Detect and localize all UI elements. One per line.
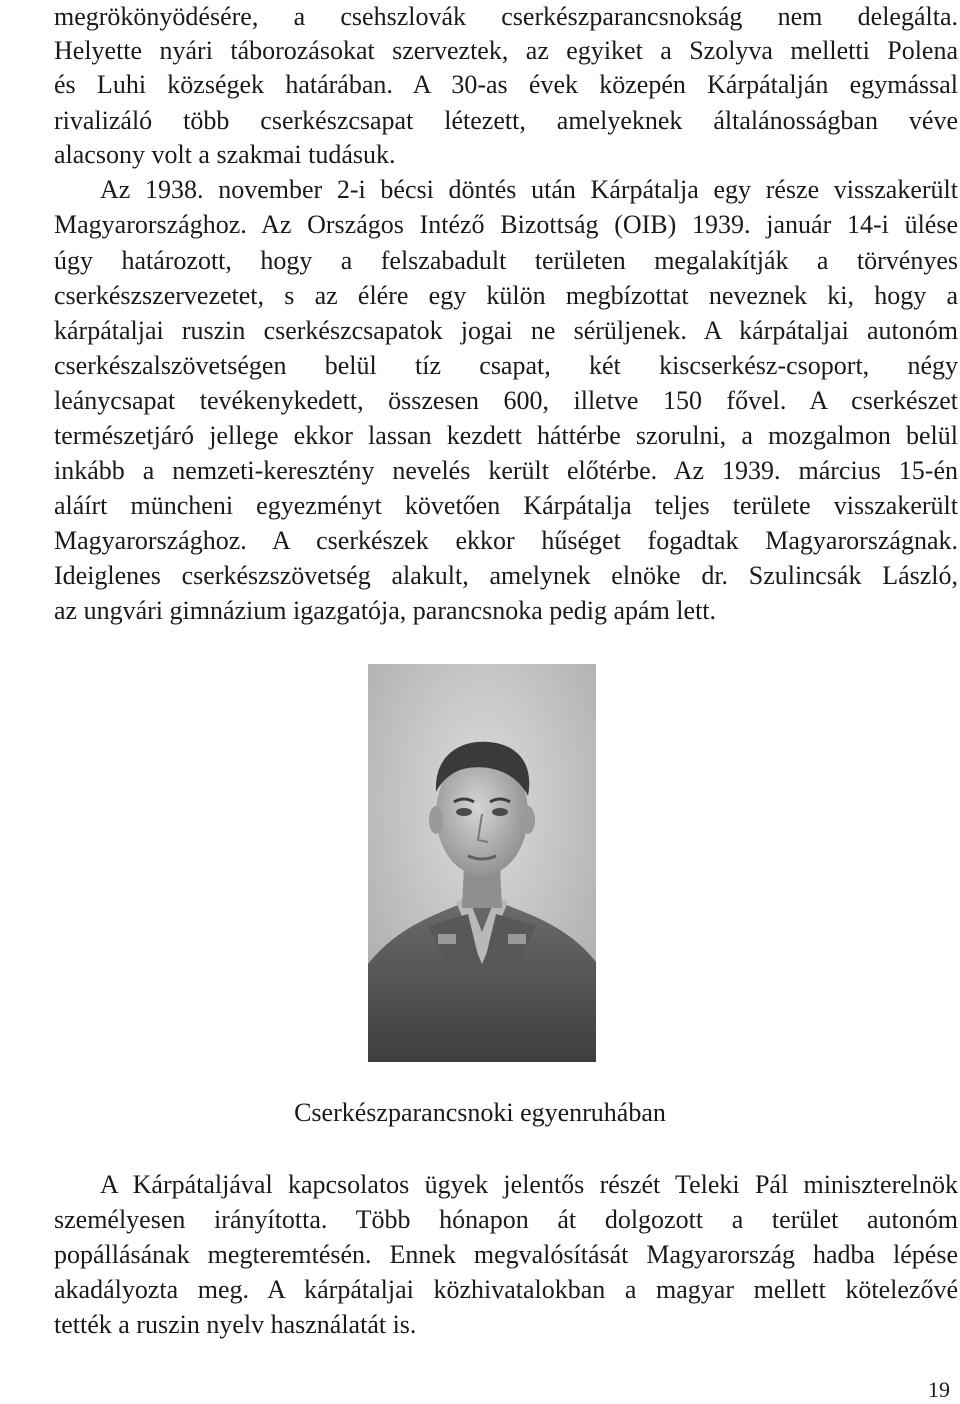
text-line: cserkészalszövetségen belül tíz csapat, két kiscserkész-csoport, négy xyxy=(54,351,958,380)
text-line: akadályozta meg. A kárpátaljai közhivatalokban a magyar mellett kötelezővé xyxy=(54,1275,958,1304)
text-line: alacsony volt a szakmai tudásuk. xyxy=(54,140,396,169)
text-line: személyesen irányította. Több hónapon át dolgozott a terület autonóm xyxy=(54,1205,958,1234)
text-line: kárpátaljai ruszin cserkészcsapatok jogai ne sérüljenek. A kárpátaljai autonóm xyxy=(54,316,958,345)
text-line: Az 1938. november 2-i bécsi döntés után Kárpátalja egy része visszakerült xyxy=(100,175,958,204)
text-line: rivalizáló több cserkészcsapat létezett, amelyeknek általánosságban véve xyxy=(54,106,958,135)
text-line: az ungvári gimnázium igazgatója, parancsnoka pedig apám lett. xyxy=(54,596,717,625)
page-number: 19 xyxy=(928,1377,950,1402)
text-line: úgy határozott, hogy a felszabadult területen megalakítják a törvényes xyxy=(54,246,958,275)
text-line: Helyette nyári táborozásokat szerveztek, az egyiket a Szolyva melletti Polena xyxy=(54,36,958,65)
text-line: megrökönyödésére, a csehszlovák cserkészparancsnokság nem delegálta. xyxy=(54,2,958,31)
text-line: Magyarországhoz. Az Országos Intéző Bizottság (OIB) 1939. január 14-i ülése xyxy=(54,210,958,239)
text-line: cserkészszervezetet, s az élére egy külön megbízottat neveznek ki, hogy a xyxy=(54,281,958,310)
text-line: aláírt müncheni egyezményt követően Kárpátalja teljes területe visszakerült xyxy=(54,491,958,520)
text-line: Ideiglenes cserkészszövetség alakult, amelynek elnöke dr. Szulincsák László, xyxy=(54,561,958,590)
text-line: és Luhi községek határában. A 30-as évek közepén Kárpátalján egymással xyxy=(54,70,958,99)
text-line: popállásának megteremtésén. Ennek megvalósítását Magyarország hadba lépése xyxy=(54,1240,958,1269)
photo-caption: Cserkészparancsnoki egyenruhában xyxy=(294,1098,666,1127)
text-line: természetjáró jellege ekkor lassan kezdett háttérbe szorulni, a mozgalmon belül xyxy=(54,421,958,450)
text-line: Magyarországhoz. A cserkészek ekkor hűséget fogadtak Magyarországnak. xyxy=(54,526,958,555)
text-line: tették a ruszin nyelv használatát is. xyxy=(54,1310,417,1339)
text-line: leánycsapat tevékenykedett, összesen 600, illetve 150 fővel. A cserkészet xyxy=(54,386,958,415)
portrait-illustration xyxy=(368,664,596,1062)
portrait-photo xyxy=(368,664,596,1062)
text-line: inkább a nemzeti-keresztény nevelés került előtérbe. Az 1939. március 15-én xyxy=(54,456,958,485)
text-line: A Kárpátaljával kapcsolatos ügyek jelentős részét Teleki Pál miniszterelnök xyxy=(100,1170,958,1199)
